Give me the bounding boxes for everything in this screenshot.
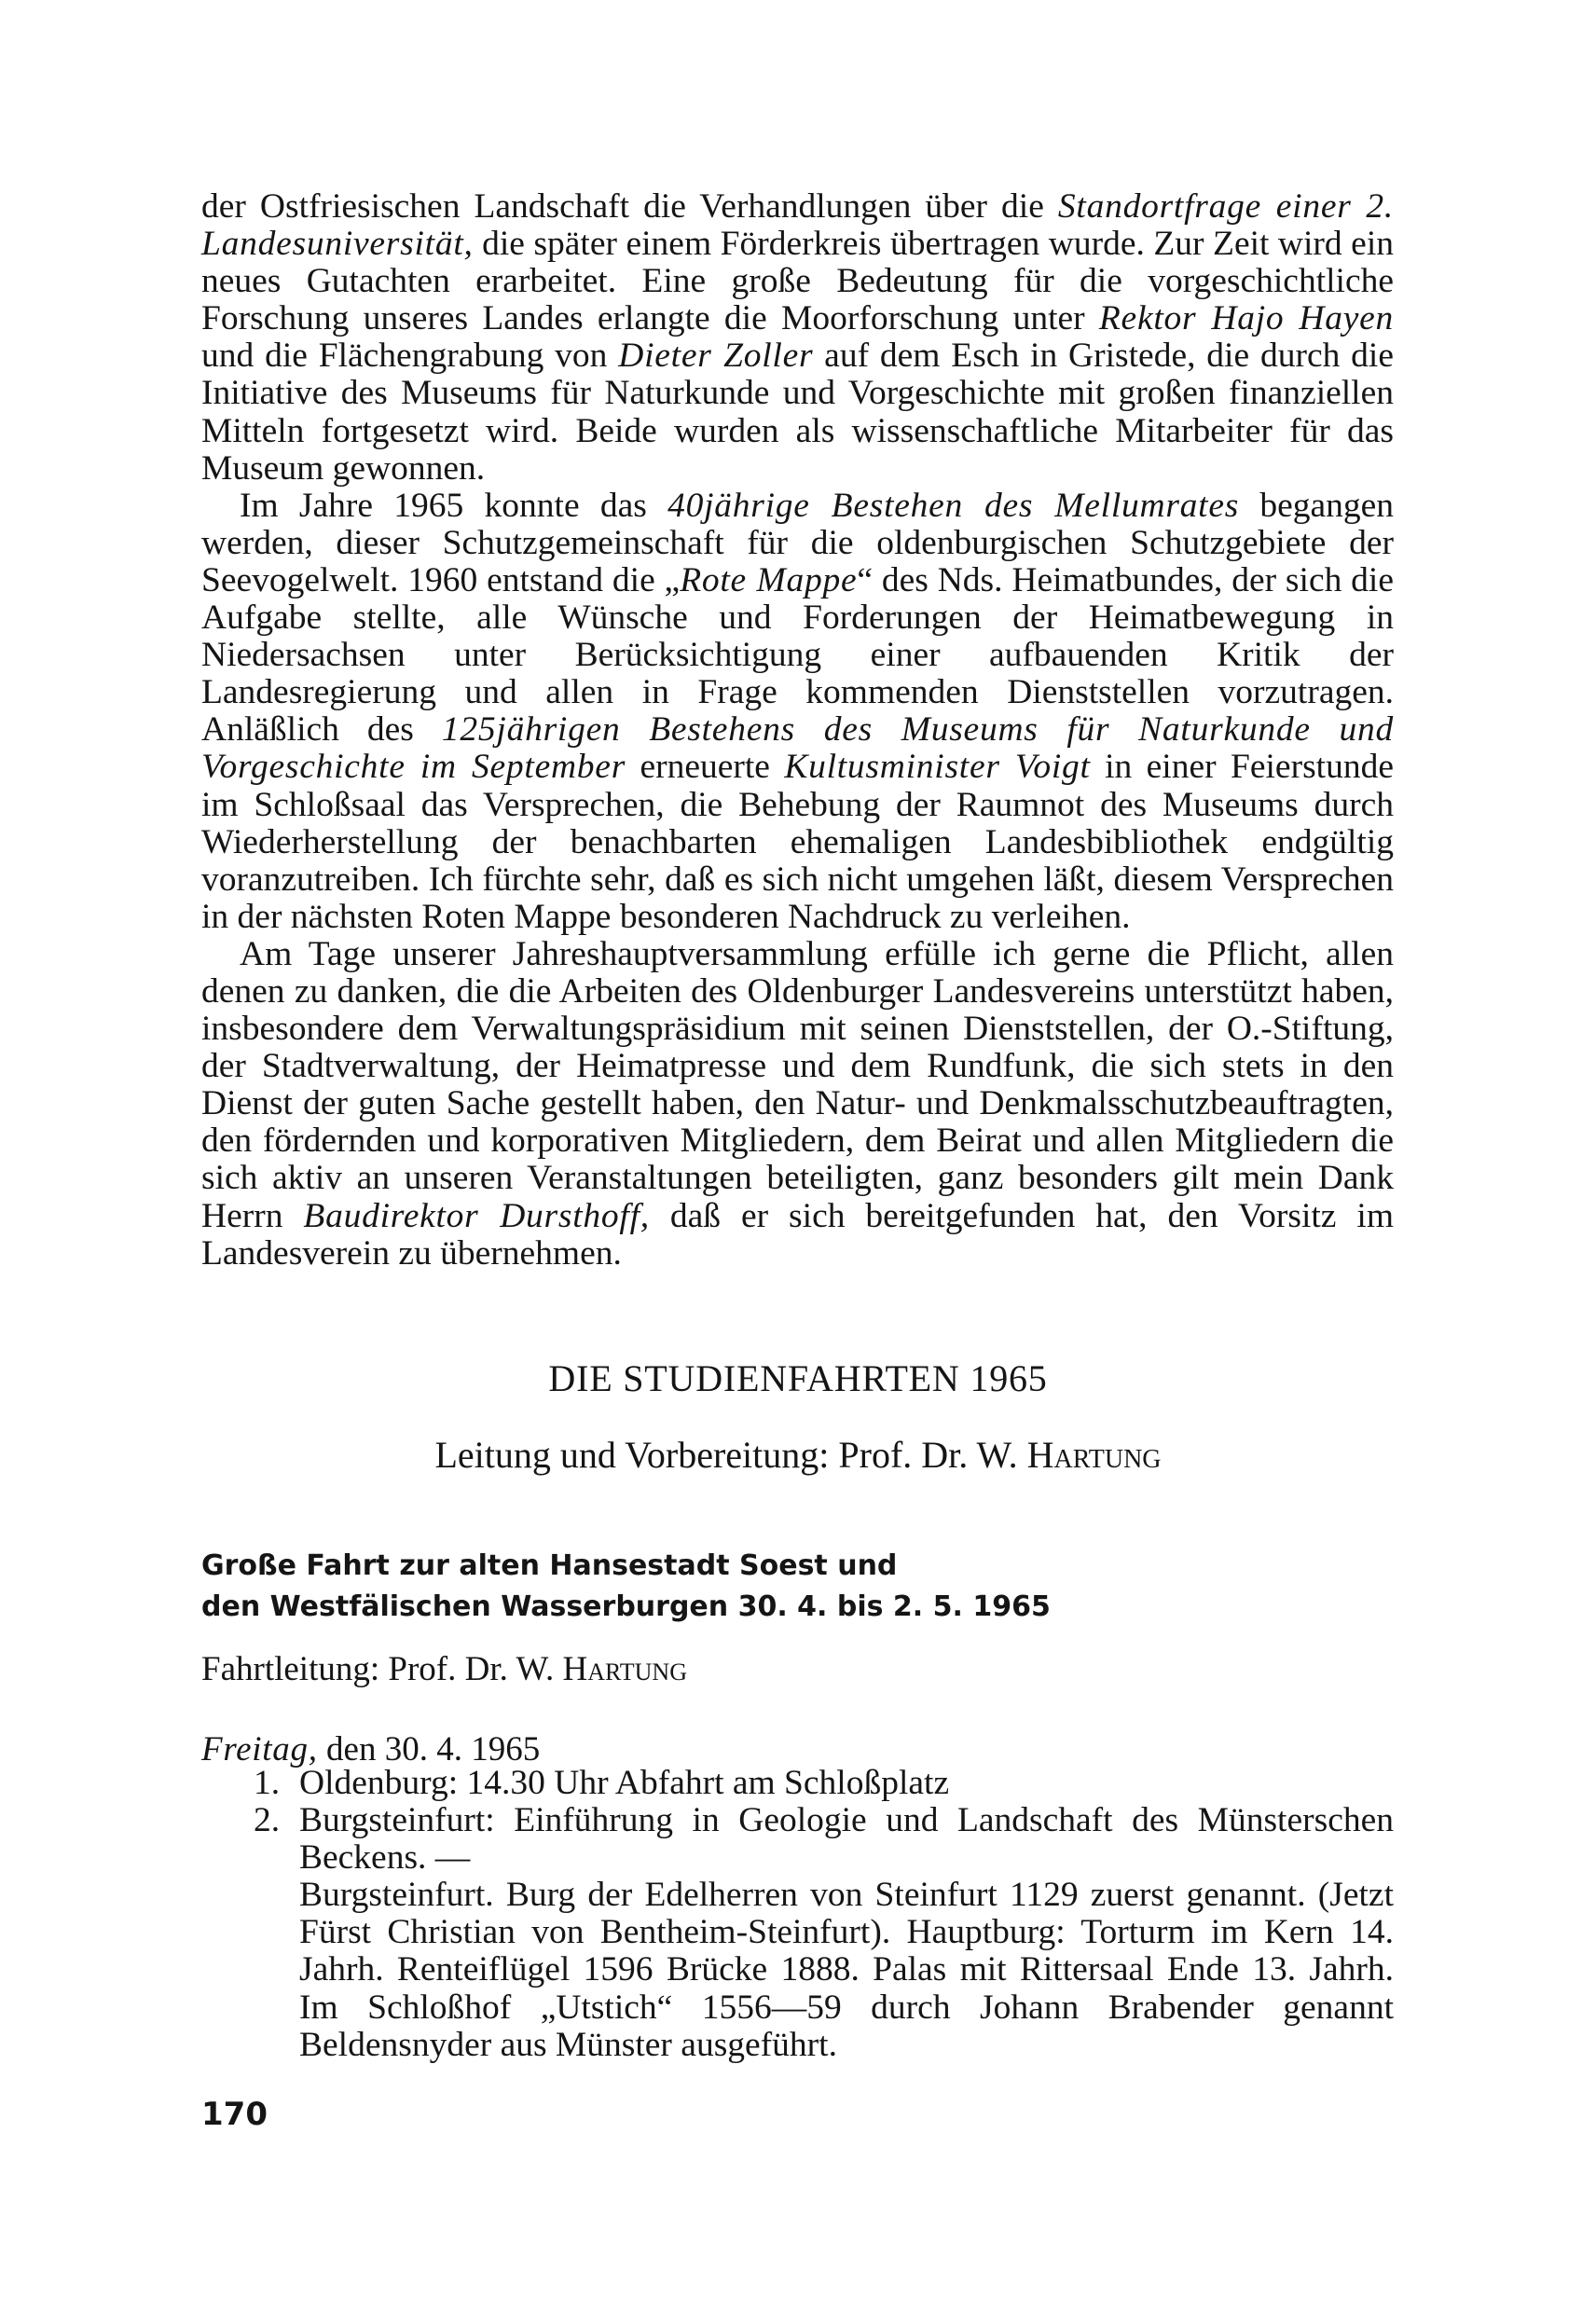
section-subtitle-name: Hartung	[1026, 1434, 1162, 1476]
section-title: DIE STUDIENFAHRTEN 1965	[548, 1357, 1048, 1399]
paragraph-2	[201, 488, 1394, 936]
text-run: erneuerte	[626, 748, 785, 787]
day-name: Freitag,	[201, 1730, 318, 1768]
section-subtitle-text: Leitung und Vorbereitung: Prof. Dr. W.	[434, 1434, 1027, 1476]
text-run: “ des Nds. Heimatbundes, der sich die Aufgabe stellte, alle Wünsche und Forderungen der Heimatbewegung in Niedersachsen unter Berücksichtigung einer aufbauenden Kritik der Landesregierung und allen in Frage kommenden Dienststellen vorzutragen. Anläßlich des	[201, 560, 1394, 750]
italic-text: Rektor Hajo Hayen	[1098, 299, 1395, 338]
paragraph-1	[201, 188, 1394, 488]
itinerary-item-text: Burgsteinfurt: Einführung in Geologie und Landschaft des Münsterschen Beckens. —	[299, 1801, 1394, 1878]
trip-title-line-2: den Westfälischen Wasserburgen 30. 4. bis 2. 5. 1965	[201, 1590, 1051, 1623]
trip-title-line-1: Große Fahrt zur alten Hansestadt Soest und	[201, 1549, 898, 1582]
paragraph-3	[201, 936, 1394, 1273]
text-run: Im Jahre 1965 konnte das	[240, 486, 668, 525]
italic-text: Standortfrage einer 2. Landesuniversität,	[201, 187, 1395, 264]
text-run: begangen werden, dieser Schutzgemeinschaft für die oldenburgischen Schutzgebiete der Seevogelwelt. 1960 entstand die „	[201, 486, 1395, 599]
italic-text: Kultusminister Voigt	[784, 748, 1091, 787]
page-number: 170	[201, 2096, 268, 2133]
trip-title	[201, 1546, 1394, 1628]
itinerary-item-text: Oldenburg: 14.30 Uhr Abfahrt am Schloßplatz	[299, 1764, 950, 1802]
italic-text: 125jährigen Bestehens des Museums für Naturkunde und Vorgeschichte im September	[201, 710, 1394, 787]
trip-leader-name: Hartung	[562, 1650, 687, 1688]
trip-leader-text: Fahrtleitung: Prof. Dr. W.	[201, 1650, 563, 1688]
text-run: die später einem Förderkreis übertragen wurde. Zur Zeit wird ein neues Gutachten erarbeitet. Eine große Bedeutung für die vorgeschichtliche Forschung unseres Landes erlangte die Moorforschung unter	[201, 225, 1394, 338]
text-run: auf dem Esch in Gristede, die durch die Initiative des Museums für Naturkunde und Vorgeschichte mit großen finanziellen Mitteln fortgesetzt wird. Beide wurden als wissenschaftliche Mitarbeiter für das Museum gewonnen.	[201, 337, 1394, 488]
itinerary-list	[201, 1765, 1394, 2064]
itinerary-item-number: 2.	[254, 1801, 281, 1840]
text-run: der Ostfriesischen Landschaft die Verhandlungen über die	[201, 187, 1058, 226]
text-run: in einer Feierstunde im Schloßsaal das Versprechen, die Behebung der Raumnot des Museums durch Wiederherstellung der benachbarten ehemaligen Landesbibliothek endgültig voranzutreiben. Ich fürchte sehr, daß es sich nicht umgehen läßt, diesem Versprechen in der nächsten Roten Mappe besonderen Nachdruck zu verleihen.	[201, 748, 1394, 936]
text-run: Am Tage unserer Jahreshauptversammlung erfülle ich gerne die Pflicht, allen denen zu danken, die die Arbeiten des Oldenburger Landesvereins unterstützt haben, insbesondere dem Verwaltungspräsidium mit seinen Dienststellen, der O.-Stiftung, der Stadtverwaltung, der Heimatpresse und dem Rundfunk, die sich stets in den Dienst der guten Sache gestellt haben, den Natur- und Denkmalsschutzbeauftragten, den fördernden und korporativen Mitgliedern, dem Beirat und allen Mitgliedern die sich aktiv an unseren Veranstaltungen beteiligten, ganz besonders gilt mein Dank Herrn	[201, 934, 1394, 1235]
trip-leader	[201, 1649, 687, 1689]
itinerary-item-number: 1.	[254, 1764, 281, 1802]
italic-text: Baudirektor Dursthoff,	[303, 1196, 650, 1235]
body-text	[201, 188, 1394, 1273]
day-date: den 30. 4. 1965	[317, 1730, 541, 1768]
italic-text: Rote Mappe	[680, 560, 858, 599]
italic-text: 40jährige Bestehen des Mellumrates	[667, 486, 1240, 525]
text-run: und die Flächengrabung von	[201, 337, 619, 376]
section-subtitle	[0, 1433, 1596, 1477]
itinerary-item-detail: Burgsteinfurt. Burg der Edelherren von Steinfurt 1129 zuerst genannt. (Jetzt Fürst Christian von Bentheim-Steinfurt). Hauptburg: Torturm im Kern 14. Jahrh. Renteiflügel 1596 Brücke 1888. Palas mit Rittersaal Ende 13. Jahrh. Im Schloßhof „Utstich“ 1556—59 durch Johann Brabender genannt Beldensnyder aus Münster ausgeführt.	[299, 1876, 1394, 2064]
text-run: daß er sich bereitgefunden hat, den Vorsitz im Landesverein zu übernehmen.	[201, 1196, 1394, 1273]
itinerary-item	[201, 1802, 1394, 2064]
itinerary-item	[201, 1765, 1394, 1802]
italic-text: Dieter Zoller	[618, 337, 814, 376]
